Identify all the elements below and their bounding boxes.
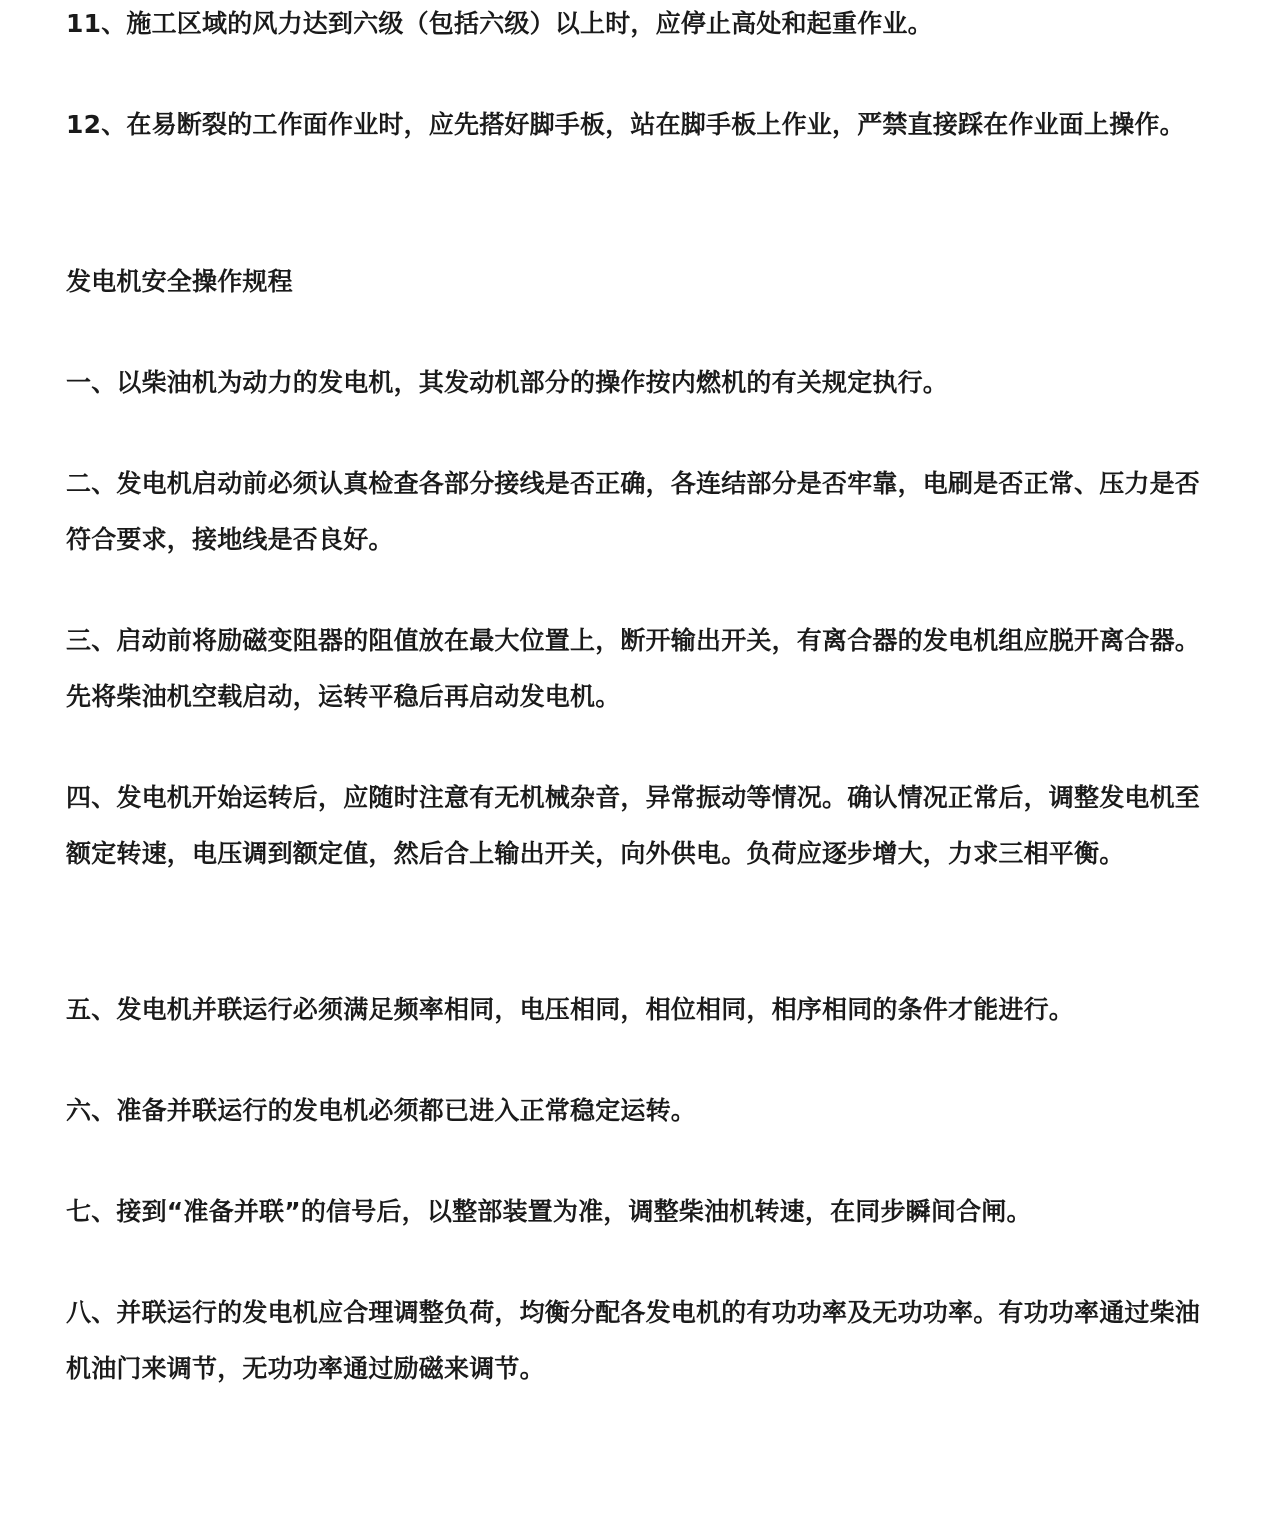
generator-rule-7: 七、接到“准备并联”的信号后，以整部装置为准，调整柴油机转速，在同步瞬间合闸。 (66, 1197, 1032, 1226)
generator-rule-8: 八、并联运行的发电机应合理调整负荷，均衡分配各发电机的有功功率及无功功率。有功功率通过柴油机油门来调节，无功功率通过励磁来调节。 (66, 1298, 1201, 1383)
section-title: 发电机安全操作规程 (66, 267, 293, 296)
rule-item-12: 12、在易断裂的工作面作业时，应先搭好脚手板，站在脚手板上作业，严禁直接踩在作业面上操作。 (66, 110, 1185, 139)
generator-rule-3: 三、启动前将励磁变阻器的阻值放在最大位置上，断开输出开关，有离合器的发电机组应脱开离合器。先将柴油机空载启动，运转平稳后再启动发电机。 (66, 626, 1201, 711)
rule-item-11: 11、施工区域的风力达到六级（包括六级）以上时，应停止高处和起重作业。 (66, 9, 933, 38)
generator-rule-1: 一、以柴油机为动力的发电机，其发动机部分的操作按内燃机的有关规定执行。 (66, 368, 949, 397)
generator-rule-6: 六、准备并联运行的发电机必须都已进入正常稳定运转。 (66, 1096, 697, 1125)
generator-rule-4: 四、发电机开始运转后，应随时注意有无机械杂音，异常振动等情况。确认情况正常后，调整发电机至额定转速，电压调到额定值，然后合上输出开关，向外供电。负荷应逐步增大，力求三相平衡。 (66, 783, 1201, 868)
generator-rule-5: 五、发电机并联运行必须满足频率相同，电压相同，相位相同，相序相同的条件才能进行。 (66, 995, 1075, 1024)
generator-rule-2: 二、发电机启动前必须认真检查各部分接线是否正确，各连结部分是否牢靠，电刷是否正常、压力是否符合要求，接地线是否良好。 (66, 469, 1201, 554)
